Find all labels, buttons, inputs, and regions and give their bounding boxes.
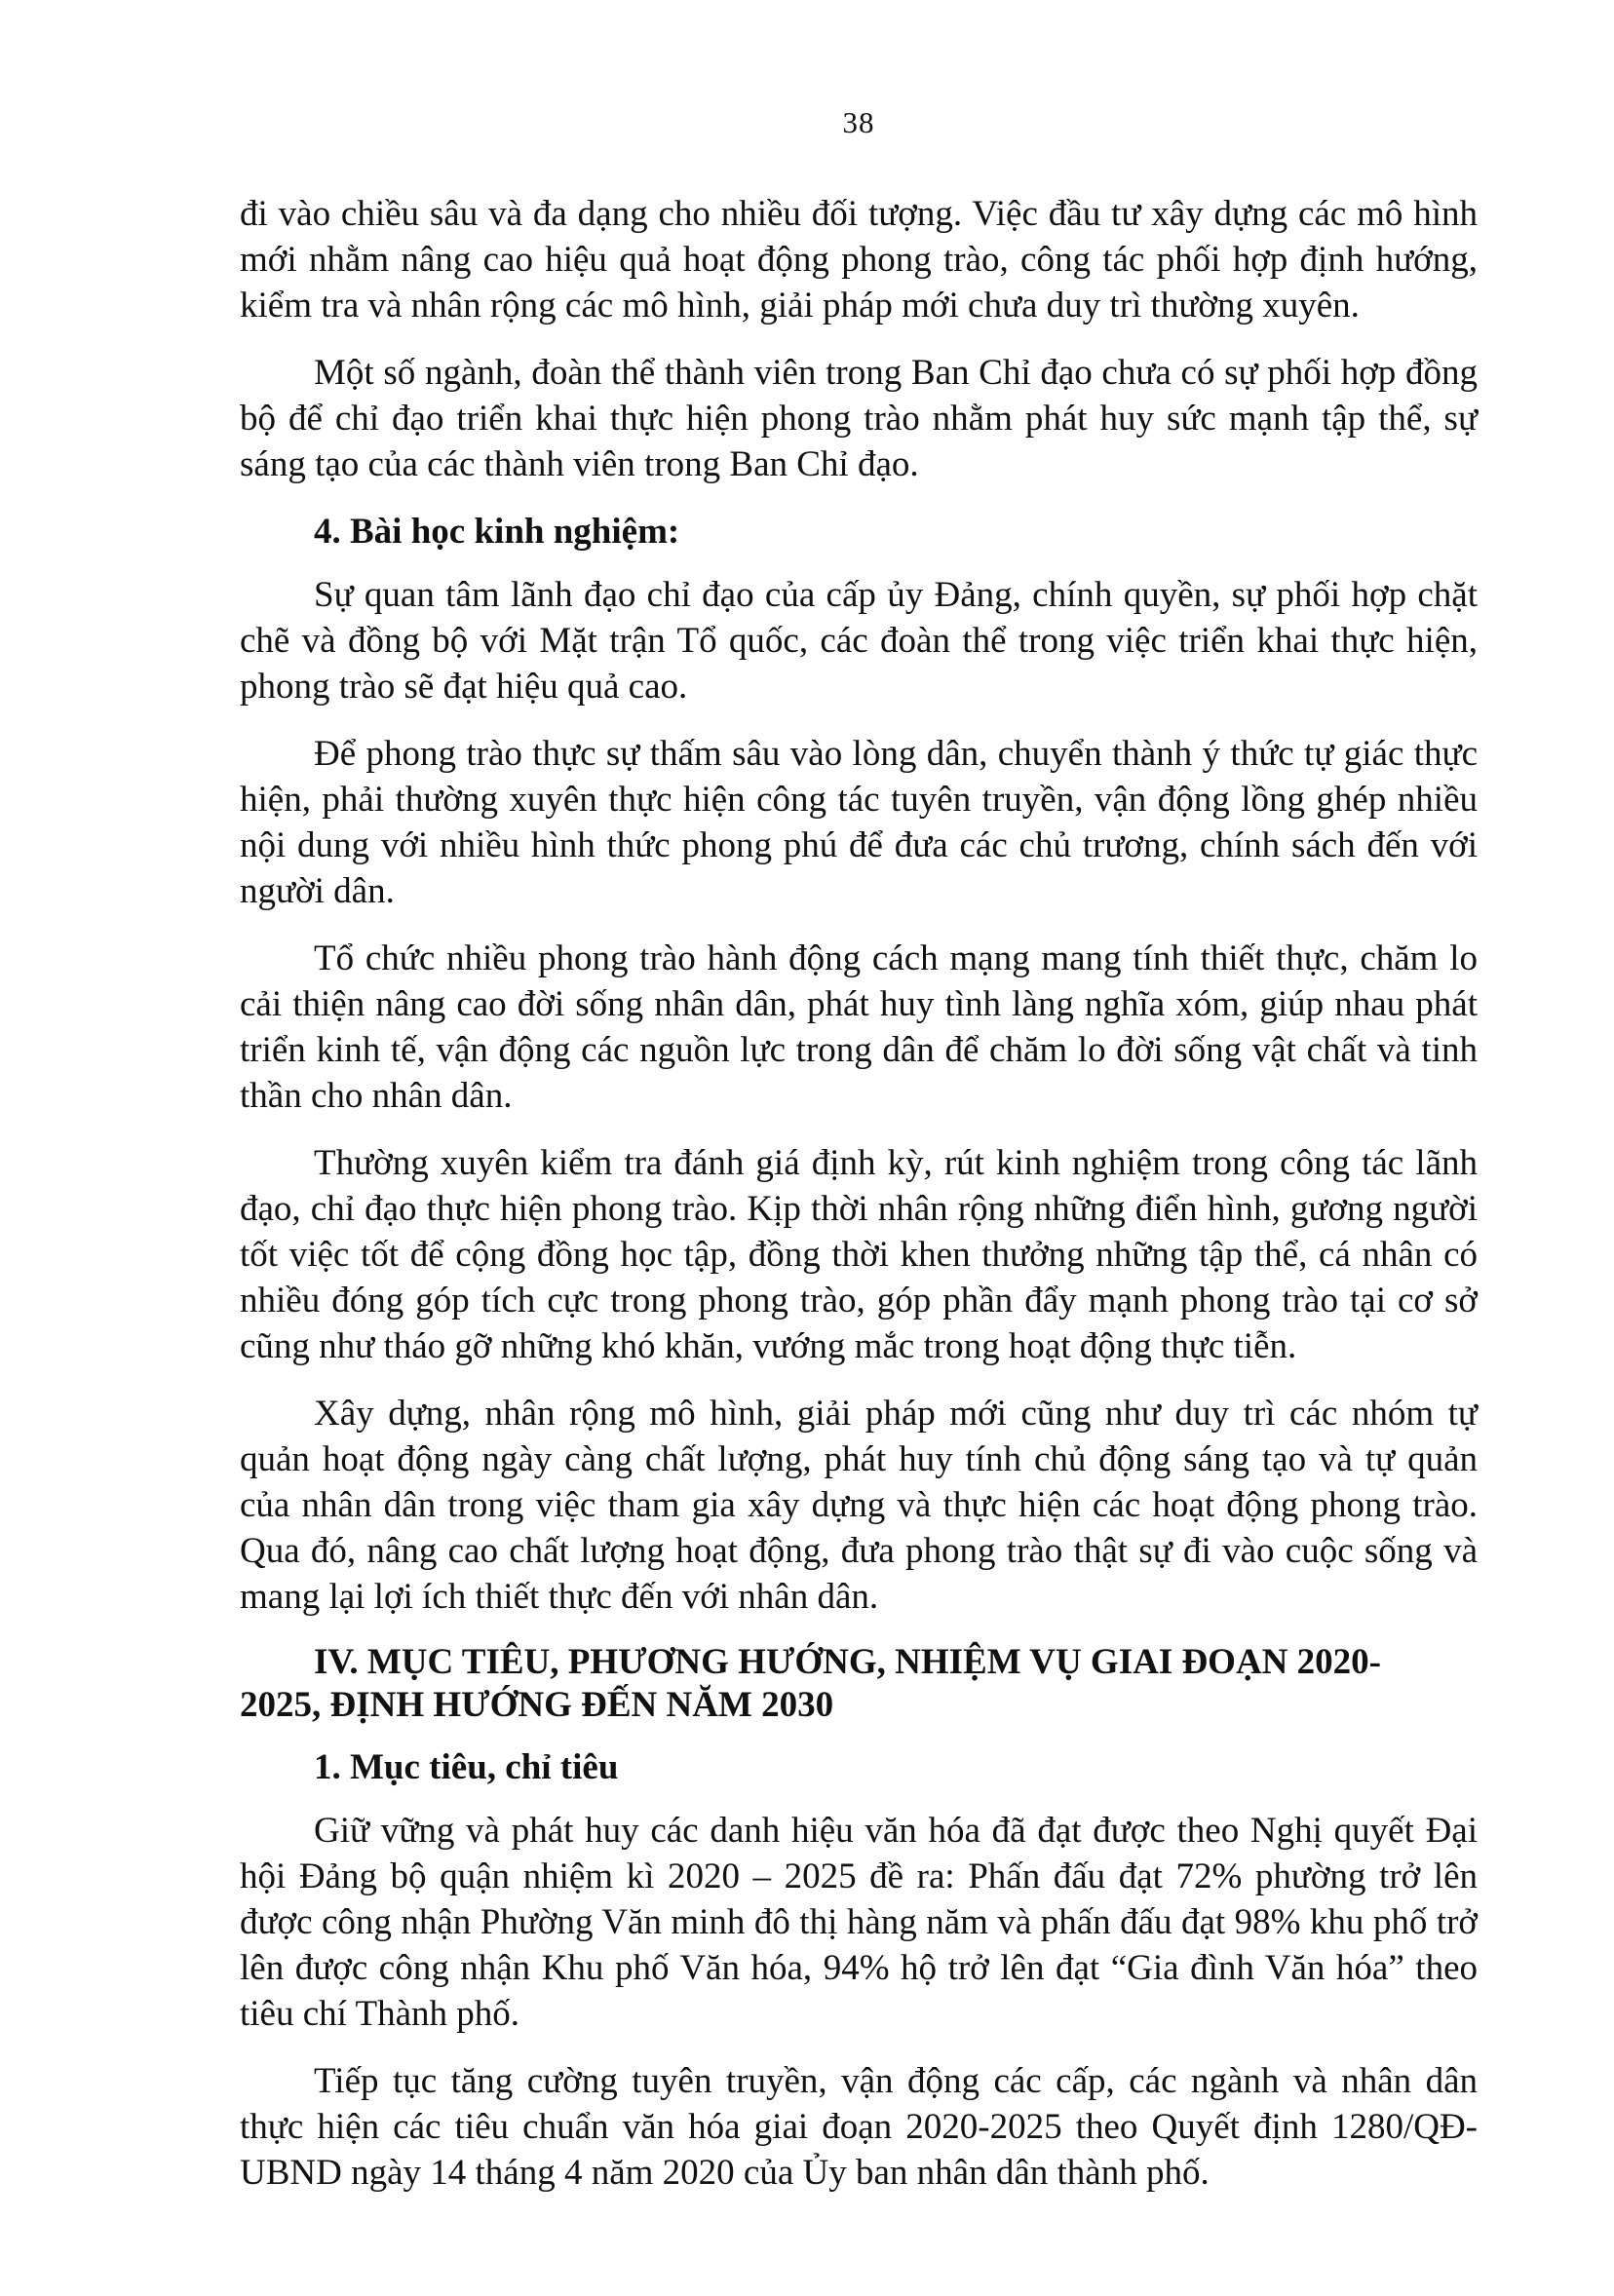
section-heading-iv-line2: 2025, ĐỊNH HƯỚNG ĐẾN NĂM 2030 — [240, 1685, 834, 1725]
paragraph: Để phong trào thực sự thấm sâu vào lòng dân, chuyển thành ý thức tự giác thực hiện, phải thường xuyên thực hiện công tác tuyên truyền, vận động lồng ghép nhiều nội dung với nhiều hình thức phong phú để đưa các chủ trương, chính sách đến với người dân. — [240, 734, 1478, 911]
paragraph-continuation: đi vào chiều sâu và đa dạng cho nhiều đối tượng. Việc đầu tư xây dựng các mô hình mới nhằm nâng cao hiệu quả hoạt động phong trào, công tác phối hợp định hướng, kiểm tra và nhân rộng các mô hình, giải pháp mới chưa duy trì thường xuyên. — [240, 194, 1478, 325]
section-heading-iv — [240, 1641, 1478, 1727]
page-number: 38 — [842, 105, 875, 139]
section-heading-iv-line1: IV. MỤC TIÊU, PHƯƠNG HƯỚNG, NHIỆM VỤ GIAI ĐOẠN 2020- — [314, 1642, 1381, 1682]
paragraph: Xây dựng, nhân rộng mô hình, giải pháp mới cũng như duy trì các nhóm tự quản hoạt động ngày càng chất lượng, phát huy tính chủ động sáng tạo và tự quản của nhân dân trong việc tham gia xây dựng và thực hiện các hoạt động phong trào. Qua đó, nâng cao chất lượng hoạt động, đưa phong trào thật sự đi vào cuộc sống và mang lại lợi ích thiết thực đến với nhân dân. — [240, 1394, 1478, 1617]
paragraph: Một số ngành, đoàn thể thành viên trong Ban Chỉ đạo chưa có sự phối hợp đồng bộ để chỉ đạo triển khai thực hiện phong trào nhằm phát huy sức mạnh tập thể, sự sáng tạo của các thành viên trong Ban Chỉ đạo. — [240, 353, 1478, 484]
paragraph: Tiếp tục tăng cường tuyên truyền, vận động các cấp, các ngành và nhân dân thực hiện các tiêu chuẩn văn hóa giai đoạn 2020-2025 theo Quyết định 1280/QĐ-UBND ngày 14 tháng 4 năm 2020 của Ủy ban nhân dân thành phố. — [240, 2061, 1478, 2193]
paragraph: Thường xuyên kiểm tra đánh giá định kỳ, rút kinh nghiệm trong công tác lãnh đạo, chỉ đạo thực hiện phong trào. Kịp thời nhân rộng những điển hình, gương người tốt việc tốt để cộng đồng học tập, đồng thời khen thưởng những tập thể, cá nhân có nhiều đóng góp tích cực trong phong trào, góp phần đẩy mạnh phong trào tại cơ sở cũng như tháo gỡ những khó khăn, vướng mắc trong hoạt động thực tiễn. — [240, 1143, 1478, 1366]
document-page — [240, 0, 1478, 2296]
subsection-heading-goals: 1. Mục tiêu, chỉ tiêu — [314, 1747, 619, 1787]
paragraph: Sự quan tâm lãnh đạo chỉ đạo của cấp ủy Đảng, chính quyền, sự phối hợp chặt chẽ và đồng bộ với Mặt trận Tổ quốc, các đoàn thể trong việc triển khai thực hiện, phong trào sẽ đạt hiệu quả cao. — [240, 575, 1478, 707]
document-body — [240, 191, 1478, 2217]
section-heading-lessons: 4. Bài học kinh nghiệm: — [314, 512, 680, 552]
paragraph: Giữ vững và phát huy các danh hiệu văn hóa đã đạt được theo Nghị quyết Đại hội Đảng bộ quận nhiệm kì 2020 – 2025 đề ra: Phấn đấu đạt 72% phường trở lên được công nhận Phường Văn minh đô thị hàng năm và phấn đấu đạt 98% khu phố trở lên được công nhận Khu phố Văn hóa, 94% hộ trở lên đạt “Gia đình Văn hóa” theo tiêu chí Thành phố. — [240, 1811, 1478, 2034]
paragraph: Tổ chức nhiều phong trào hành động cách mạng mang tính thiết thực, chăm lo cải thiện nâng cao đời sống nhân dân, phát huy tình làng nghĩa xóm, giúp nhau phát triển kinh tế, vận động các nguồn lực trong dân để chăm lo đời sống vật chất và tinh thần cho nhân dân. — [240, 938, 1478, 1116]
